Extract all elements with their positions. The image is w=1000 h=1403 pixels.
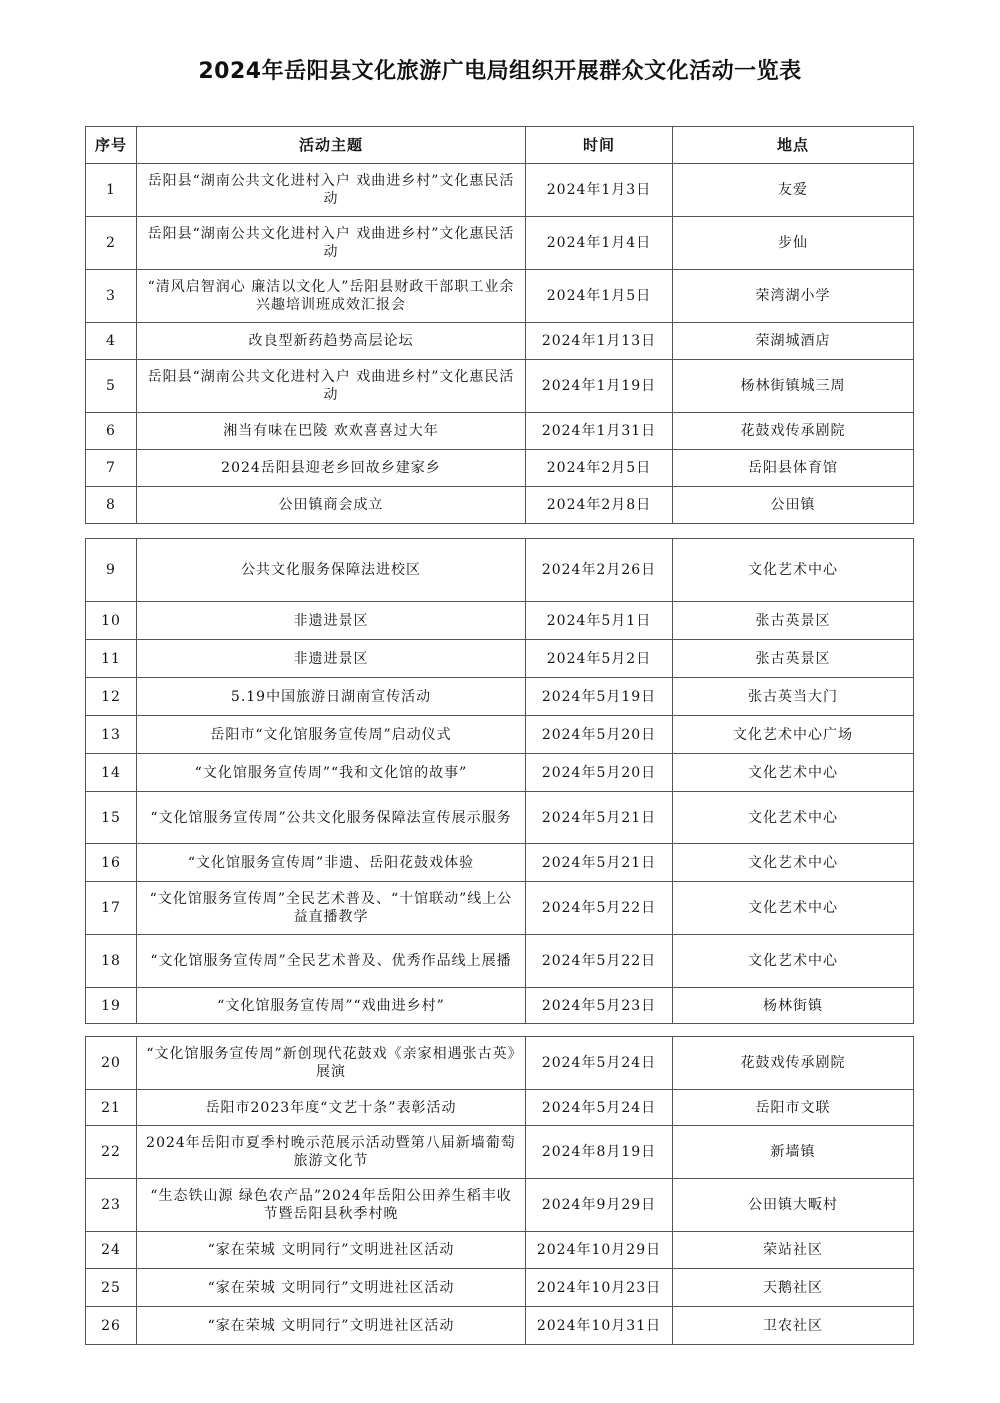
row-place: 天鹅社区 — [673, 1269, 914, 1307]
row-no: 11 — [86, 640, 137, 678]
row-no: 6 — [86, 413, 137, 450]
row-date: 2024年1月13日 — [526, 323, 673, 360]
row-place: 文化艺术中心 — [673, 792, 914, 844]
row-no: 12 — [86, 678, 137, 716]
row-place: 文化艺术中心广场 — [673, 716, 914, 754]
row-date: 2024年5月19日 — [526, 678, 673, 716]
row-no: 24 — [86, 1232, 137, 1269]
row-theme: 改良型新药趋势高层论坛 — [137, 323, 526, 360]
row-date: 2024年8月19日 — [526, 1126, 673, 1179]
table-row — [86, 1037, 914, 1090]
row-place: 卫农社区 — [673, 1307, 914, 1345]
row-place: 步仙 — [673, 217, 914, 270]
row-place: 杨林街镇城三周 — [673, 360, 914, 413]
row-theme: 公共文化服务保障法进校区 — [137, 539, 526, 602]
row-no: 8 — [86, 487, 137, 524]
row-no: 20 — [86, 1037, 137, 1090]
row-place: 公田镇大畈村 — [673, 1179, 914, 1232]
row-no: 10 — [86, 602, 137, 640]
row-no: 25 — [86, 1269, 137, 1307]
row-no: 2 — [86, 217, 137, 270]
row-theme: “文化馆服务宣传周”“戏曲进乡村” — [137, 988, 526, 1024]
row-theme: “文化馆服务宣传周”非遗、岳阳花鼓戏体验 — [137, 844, 526, 882]
row-place: 新墙镇 — [673, 1126, 914, 1179]
row-theme: 非遗进景区 — [137, 640, 526, 678]
header-no: 序号 — [86, 127, 137, 164]
row-place: 荣湾湖小学 — [673, 270, 914, 323]
table-row — [86, 882, 914, 935]
row-no: 16 — [86, 844, 137, 882]
activity-table-part-1 — [85, 126, 914, 524]
row-date: 2024年1月31日 — [526, 413, 673, 450]
row-place: 张古英当大门 — [673, 678, 914, 716]
row-date: 2024年1月3日 — [526, 164, 673, 217]
row-theme: 岳阳市2023年度“文艺十条”表彰活动 — [137, 1090, 526, 1126]
row-theme: 5.19中国旅游日湖南宣传活动 — [137, 678, 526, 716]
table-row — [86, 1232, 914, 1269]
row-theme: 岳阳县“湖南公共文化进村入户 戏曲进乡村”文化惠民活动 — [137, 360, 526, 413]
row-date: 2024年2月8日 — [526, 487, 673, 524]
row-place: 岳阳县体育馆 — [673, 450, 914, 487]
row-no: 3 — [86, 270, 137, 323]
table-row — [86, 1307, 914, 1345]
row-place: 公田镇 — [673, 487, 914, 524]
row-place: 岳阳市文联 — [673, 1090, 914, 1126]
row-date: 2024年10月29日 — [526, 1232, 673, 1269]
row-place: 杨林街镇 — [673, 988, 914, 1024]
row-theme: “家在荣城 文明同行”文明进社区活动 — [137, 1269, 526, 1307]
row-no: 26 — [86, 1307, 137, 1345]
row-date: 2024年5月20日 — [526, 754, 673, 792]
table-row — [86, 450, 914, 487]
header-place: 地点 — [673, 127, 914, 164]
table-row — [86, 935, 914, 988]
row-place: 文化艺术中心 — [673, 754, 914, 792]
row-no: 1 — [86, 164, 137, 217]
row-date: 2024年10月23日 — [526, 1269, 673, 1307]
row-theme: 非遗进景区 — [137, 602, 526, 640]
row-theme: “文化馆服务宣传周”“我和文化馆的故事” — [137, 754, 526, 792]
row-date: 2024年5月23日 — [526, 988, 673, 1024]
row-no: 21 — [86, 1090, 137, 1126]
row-no: 23 — [86, 1179, 137, 1232]
row-place: 文化艺术中心 — [673, 539, 914, 602]
row-date: 2024年2月26日 — [526, 539, 673, 602]
table-row — [86, 844, 914, 882]
row-theme: “清风启智润心 廉洁以文化人”岳阳县财政干部职工业余兴趣培训班成效汇报会 — [137, 270, 526, 323]
row-no: 13 — [86, 716, 137, 754]
table-header-row — [86, 127, 914, 164]
row-date: 2024年5月22日 — [526, 935, 673, 988]
row-date: 2024年5月21日 — [526, 792, 673, 844]
row-theme: “家在荣城 文明同行”文明进社区活动 — [137, 1232, 526, 1269]
row-date: 2024年2月5日 — [526, 450, 673, 487]
row-date: 2024年10月31日 — [526, 1307, 673, 1345]
row-theme: 2024年岳阳市夏季村晚示范展示活动暨第八届新墙葡萄旅游文化节 — [137, 1126, 526, 1179]
table-row — [86, 678, 914, 716]
table-row — [86, 323, 914, 360]
row-no: 22 — [86, 1126, 137, 1179]
row-date: 2024年5月22日 — [526, 882, 673, 935]
row-no: 9 — [86, 539, 137, 602]
row-no: 14 — [86, 754, 137, 792]
table-row — [86, 270, 914, 323]
row-place: 花鼓戏传承剧院 — [673, 1037, 914, 1090]
row-place: 文化艺术中心 — [673, 844, 914, 882]
row-no: 5 — [86, 360, 137, 413]
table-row — [86, 1269, 914, 1307]
row-date: 2024年5月24日 — [526, 1090, 673, 1126]
table-row — [86, 716, 914, 754]
table-row — [86, 487, 914, 524]
table-row — [86, 640, 914, 678]
row-place: 文化艺术中心 — [673, 935, 914, 988]
row-no: 17 — [86, 882, 137, 935]
header-date: 时间 — [526, 127, 673, 164]
table-row — [86, 360, 914, 413]
table-row — [86, 164, 914, 217]
row-no: 18 — [86, 935, 137, 988]
table-row — [86, 988, 914, 1024]
table-row — [86, 1126, 914, 1179]
row-place: 荣湖城酒店 — [673, 323, 914, 360]
row-place: 花鼓戏传承剧院 — [673, 413, 914, 450]
table-row — [86, 413, 914, 450]
table-row — [86, 217, 914, 270]
row-date: 2024年5月1日 — [526, 602, 673, 640]
row-date: 2024年5月21日 — [526, 844, 673, 882]
row-theme: 公田镇商会成立 — [137, 487, 526, 524]
row-date: 2024年1月4日 — [526, 217, 673, 270]
row-theme: “文化馆服务宣传周”新创现代花鼓戏《亲家相遇张古英》展演 — [137, 1037, 526, 1090]
row-date: 2024年1月5日 — [526, 270, 673, 323]
table-row — [86, 792, 914, 844]
row-theme: 湘当有味在巴陵 欢欢喜喜过大年 — [137, 413, 526, 450]
row-theme: 岳阳市“文化馆服务宣传周”启动仪式 — [137, 716, 526, 754]
row-theme: “文化馆服务宣传周”全民艺术普及、“十馆联动”线上公益直播教学 — [137, 882, 526, 935]
activity-table-part-2 — [85, 538, 914, 1024]
table-row — [86, 539, 914, 602]
row-theme: “文化馆服务宣传周”公共文化服务保障法宣传展示服务 — [137, 792, 526, 844]
row-no: 15 — [86, 792, 137, 844]
row-no: 7 — [86, 450, 137, 487]
row-place: 张古英景区 — [673, 602, 914, 640]
row-date: 2024年9月29日 — [526, 1179, 673, 1232]
row-place: 张古英景区 — [673, 640, 914, 678]
page-title: 2024年岳阳县文化旅游广电局组织开展群众文化活动一览表 — [198, 59, 802, 84]
row-theme: 2024岳阳县迎老乡回故乡建家乡 — [137, 450, 526, 487]
table-row — [86, 1179, 914, 1232]
row-place: 友爱 — [673, 164, 914, 217]
row-theme: 岳阳县“湖南公共文化进村入户 戏曲进乡村”文化惠民活动 — [137, 164, 526, 217]
row-theme: “生态铁山源 绿色农产品”2024年岳阳公田养生稻丰收节暨岳阳县秋季村晚 — [137, 1179, 526, 1232]
table-row — [86, 602, 914, 640]
row-no: 4 — [86, 323, 137, 360]
row-place: 荣站社区 — [673, 1232, 914, 1269]
row-date: 2024年5月2日 — [526, 640, 673, 678]
row-place: 文化艺术中心 — [673, 882, 914, 935]
row-no: 19 — [86, 988, 137, 1024]
row-date: 2024年5月24日 — [526, 1037, 673, 1090]
row-theme: “家在荣城 文明同行”文明进社区活动 — [137, 1307, 526, 1345]
table-row — [86, 754, 914, 792]
table-row — [86, 1090, 914, 1126]
row-theme: “文化馆服务宣传周”全民艺术普及、优秀作品线上展播 — [137, 935, 526, 988]
row-theme: 岳阳县“湖南公共文化进村入户 戏曲进乡村”文化惠民活动 — [137, 217, 526, 270]
row-date: 2024年1月19日 — [526, 360, 673, 413]
row-date: 2024年5月20日 — [526, 716, 673, 754]
activity-table-part-3 — [85, 1036, 914, 1345]
header-theme: 活动主题 — [137, 127, 526, 164]
